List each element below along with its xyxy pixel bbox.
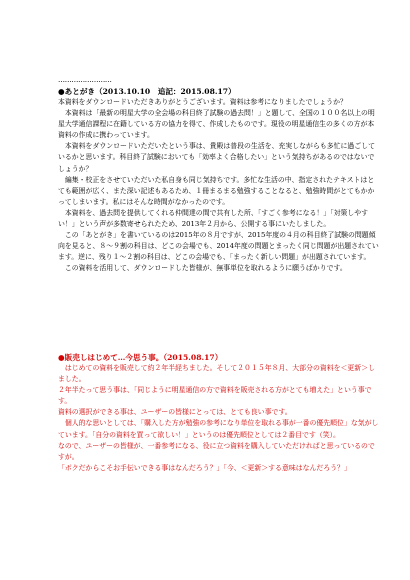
sale-paragraph: はじめての資料を販売して約２年半経ちました。そして２０１５年８月、大部分の資料を＜更新＞しました。 [58,364,375,384]
afterword-paragraph: 本資料を、過去問を提供してくれる仲間達の間で共有した所、「すごく参考になる！」「対策しやすい！」という声が多数寄せられたため、2013年２月から、公開する事にいたしました。 [58,208,369,229]
afterword-section [58,86,380,275]
afterword-paragraph: 本資料をダウンロードいただきありがとうございます。資料は参考になりましたでしょうか？ [58,98,347,106]
sale-paragraph: 個人的な思いとしては、「購入した方が勉強の参考になり単位を取れる事が一番の優先順位」な気がしています。「自分の資料を買って欲しい！」というのは優先順位としては２番目です（笑）。 [58,419,379,439]
afterword-paragraph: 本資料をダウンロードいただいたという事は、貴殿は普段の生活を、充実しながらも多忙に過ごしているかと思います。科目終了試験においても「効率よく合格したい」という気持ちがあるのではないでしょうか？ [58,142,375,173]
afterword-paragraph: この「あとがき」を書いているのは2015年の８月ですが、2015年度の４月の科目終了試験の問題傾向を見ると、８～９割の科目は、どこの会場でも、2014年度の問題とまったく同じ問題が出題されています。逆に、残り１～２割の科目は、どこの会場でも、「まったく新しい問題」が出題されています。 [58,231,379,262]
separator-dots: …………………… [58,76,112,84]
sale-paragraph: 「ボクだからこそお手伝いできる事はなんだろう？」「今、＜更新＞する意味はなんだろう？」 [58,463,351,472]
sale-paragraph: ２年半たって思う事は、「同じように明星通信の方で資料を販売される方がとても増えた」という事です。 [58,386,372,406]
sale-section [58,352,380,474]
afterword-paragraph: 編集・校正をさせていただいた私自身も同じ気持ちです。多忙な生活の中、指定されたテキストはとても範囲が広く、また深い記述もあるため、１冊まるまる勉強することなると、勉強時間がとてもかかってしまいます。私にはそんな時間がなかったのです。 [58,175,375,206]
sale-heading: ●販売しはじめて…今思う事。（2015.08.17） [58,353,223,362]
sale-paragraph: 資料の選択ができる事は、ユーザーの皆様にとっては、とても良い事です。 [58,408,292,417]
afterword-paragraph: この資料を活用して、ダウンロードした皆様が、無事単位を取れるように願うばかりです。 [58,264,347,273]
afterword-heading: ●あとがき（2013.10.10 追記：2015.08.17） [58,87,236,96]
sale-paragraph: なので、ユーザーの皆様が、一番参考になる、役に立つ資料を購入していただければと思っているのですが。 [58,441,375,461]
afterword-paragraph: 本資料は「最新の明星大学の全会場の科目終了試験の過去問！」と題して、全国の１００名以上の明星大学通信課程に在籍している方の協力を得て、作成したものです。現役の明星通信生の多くの方が本資料の作成に携わっています。 [58,109,375,140]
